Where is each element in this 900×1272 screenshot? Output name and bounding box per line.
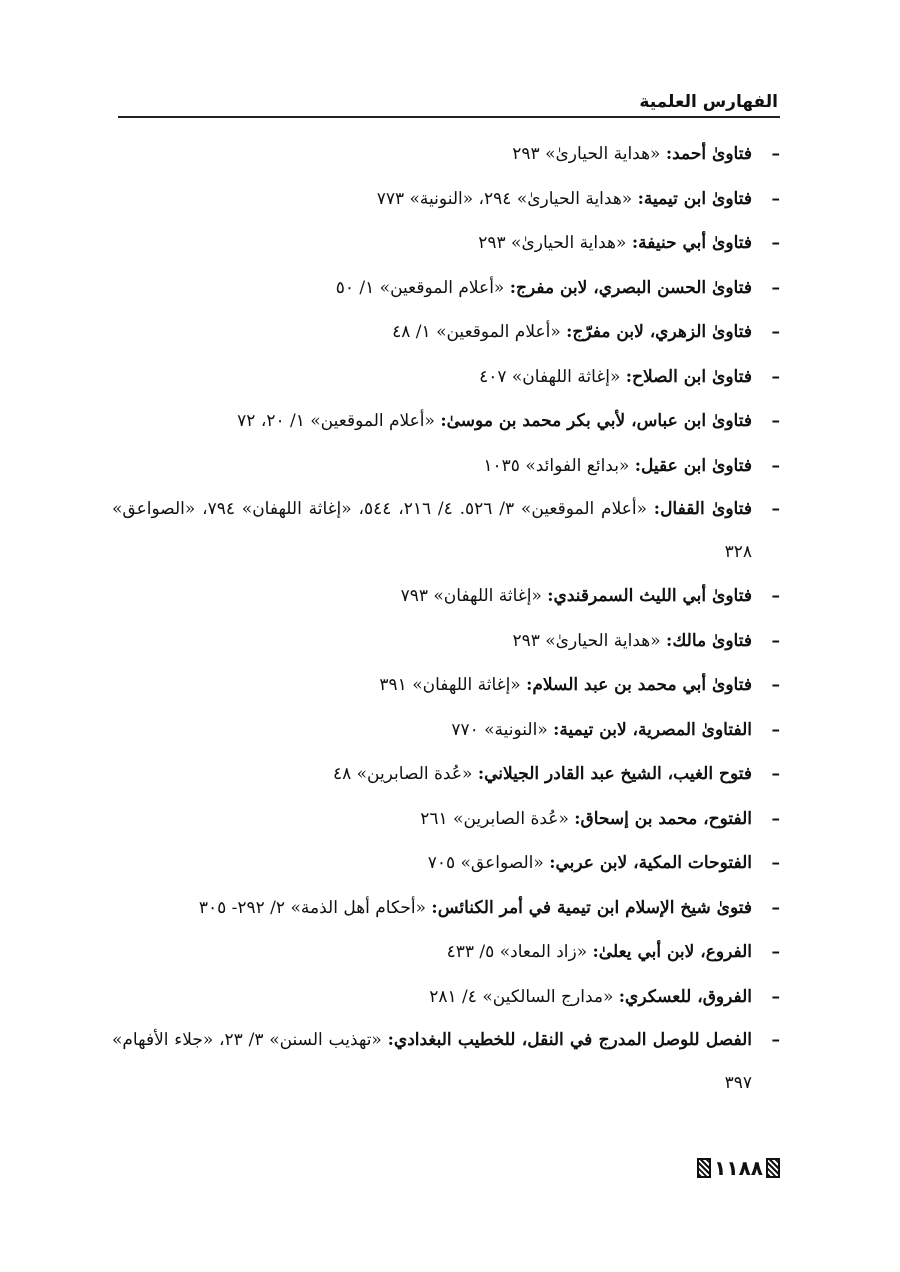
entry-references: «تهذيب السنن» ٣/ ٢٣، «جلاء الأفهام» ٣٩٧ (112, 1030, 752, 1093)
page-number: ١١٨٨ (714, 1156, 763, 1180)
header-rule (118, 116, 780, 118)
entry-title: فتوىٰ شيخ الإسلام ابن تيمية في أمر الكنائس: (431, 897, 752, 918)
running-header (118, 90, 780, 120)
entry-dash: – (771, 499, 780, 519)
index-entry (112, 399, 782, 444)
entry-dash: – (771, 897, 780, 918)
entry-dash: – (771, 411, 780, 431)
entry-references: «هداية الحيارىٰ» ٢٩٣ (478, 233, 632, 253)
entry-title: فتاوىٰ أبي حنيفة: (631, 233, 752, 253)
index-entry (112, 752, 782, 797)
ornament-right-icon (766, 1158, 780, 1178)
index-entry (112, 708, 782, 753)
entry-dash: – (771, 764, 780, 784)
entry-title: الفتاوىٰ المصرية، لابن تيمية: (553, 719, 752, 740)
entry-title: الفروع، لابن أبي يعلىٰ: (592, 942, 752, 962)
entry-title: فتاوىٰ الزهري، لابن مفرّج: (566, 322, 752, 342)
entry-title: فتاوىٰ ابن الصلاح: (625, 366, 752, 387)
entry-title: الفروق، للعسكري: (618, 986, 752, 1007)
index-entry (112, 177, 782, 222)
index-entry (112, 975, 782, 1020)
entry-dash: – (771, 366, 780, 387)
entry-references: «أحكام أهل الذمة» ٢/ ٢٩٢- ٣٠٥ (198, 897, 432, 918)
entry-dash: – (771, 144, 780, 164)
index-entry (112, 1019, 782, 1105)
index-entry (112, 841, 782, 886)
index-entry (112, 886, 782, 931)
index-entry (112, 221, 782, 266)
entry-references: «الصواعق» ٧٠٥ (427, 853, 550, 873)
page-footer (697, 1152, 780, 1184)
entry-dash: – (771, 853, 780, 873)
entry-references: «هداية الحيارىٰ» ٢٩٤، «النونية» ٧٧٣ (376, 188, 638, 209)
entry-dash: – (771, 986, 780, 1007)
entry-dash: – (771, 277, 780, 298)
entry-dash: – (771, 630, 780, 651)
entry-references: «هداية الحيارىٰ» ٢٩٣ (512, 144, 666, 164)
entry-dash: – (771, 586, 780, 606)
index-entry (112, 797, 782, 842)
entry-references: «أعلام الموقعين» ٣/ ٥٢٦. ٤/ ٢١٦، ٥٤٤، «إغاثة اللهفان» ٧٩٤، «الصواعق» ٣٢٨ (112, 499, 752, 562)
index-entry (112, 355, 782, 400)
entry-references: «عُدة الصابرين» ٤٨ (332, 764, 478, 784)
entry-dash: – (771, 942, 780, 962)
entry-title: فتاوىٰ أبي الليث السمرقندي: (547, 586, 752, 606)
entry-dash: – (771, 808, 780, 829)
entry-references: «هداية الحيارىٰ» ٢٩٣ (512, 630, 667, 651)
entry-title: فتاوىٰ ابن تيمية: (637, 188, 752, 209)
entry-title: فتاوىٰ ابن عباس، لأبي بكر محمد بن موسىٰ: (440, 411, 752, 431)
index-entry (112, 663, 782, 708)
entry-title: فتاوىٰ أبي محمد بن عبد السلام: (526, 675, 752, 695)
entry-dash: – (771, 675, 780, 695)
entry-references: «أعلام الموقعين» ١/ ٤٨ (392, 322, 567, 342)
entry-references: «النونية» ٧٧٠ (451, 719, 554, 740)
index-entry (112, 619, 782, 664)
entry-references: «إغاثة اللهفان» ٧٩٣ (400, 586, 548, 606)
header-title: الفهارس العلمية (639, 92, 778, 112)
entry-title: الفتوح، محمد بن إسحاق: (574, 808, 752, 829)
entry-references: «زاد المعاد» ٥/ ٤٣٣ (446, 942, 593, 962)
entry-references: «أعلام الموقعين» ١/ ٥٠ (335, 277, 510, 298)
index-entry (112, 930, 782, 975)
entry-title: فتاوىٰ القفال: (653, 499, 752, 519)
entry-title: فتاوىٰ الحسن البصري، لابن مفرج: (509, 277, 752, 298)
entry-title: الفتوحات المكية، لابن عربي: (549, 853, 752, 873)
entry-title: فتاوىٰ ابن عقيل: (634, 455, 752, 476)
entry-dash: – (771, 322, 780, 342)
entry-dash: – (771, 188, 780, 209)
entry-dash: – (771, 719, 780, 740)
index-entry (112, 444, 782, 489)
index-entry (112, 266, 782, 311)
index-entry (112, 132, 782, 177)
entry-dash: – (771, 455, 780, 476)
index-entries-list (112, 132, 782, 1105)
entry-dash: – (771, 233, 780, 253)
entry-title: فتوح الغيب، الشيخ عبد القادر الجيلاني: (477, 764, 752, 784)
entry-references: «عُدة الصابرين» ٢٦١ (420, 808, 575, 829)
index-entry (112, 574, 782, 619)
entry-dash: – (771, 1030, 780, 1050)
entry-references: «مدارج السالكين» ٤/ ٢٨١ (429, 986, 619, 1007)
entry-title: الفصل للوصل المدرج في النقل، للخطيب البغدادي: (387, 1030, 752, 1050)
entry-references: «إغاثة اللهفان» ٣٩١ (379, 675, 527, 695)
entry-references: «أعلام الموقعين» ١/ ٢٠، ٧٢ (237, 411, 441, 431)
index-entry (112, 488, 782, 574)
entry-title: فتاوىٰ أحمد: (665, 144, 752, 164)
entry-references: «بدائع الفوائد» ١٠٣٥ (483, 455, 635, 476)
index-entry (112, 310, 782, 355)
entry-references: «إغاثة اللهفان» ٤٠٧ (479, 366, 626, 387)
ornament-left-icon (697, 1158, 711, 1178)
entry-title: فتاوىٰ مالك: (666, 630, 752, 651)
